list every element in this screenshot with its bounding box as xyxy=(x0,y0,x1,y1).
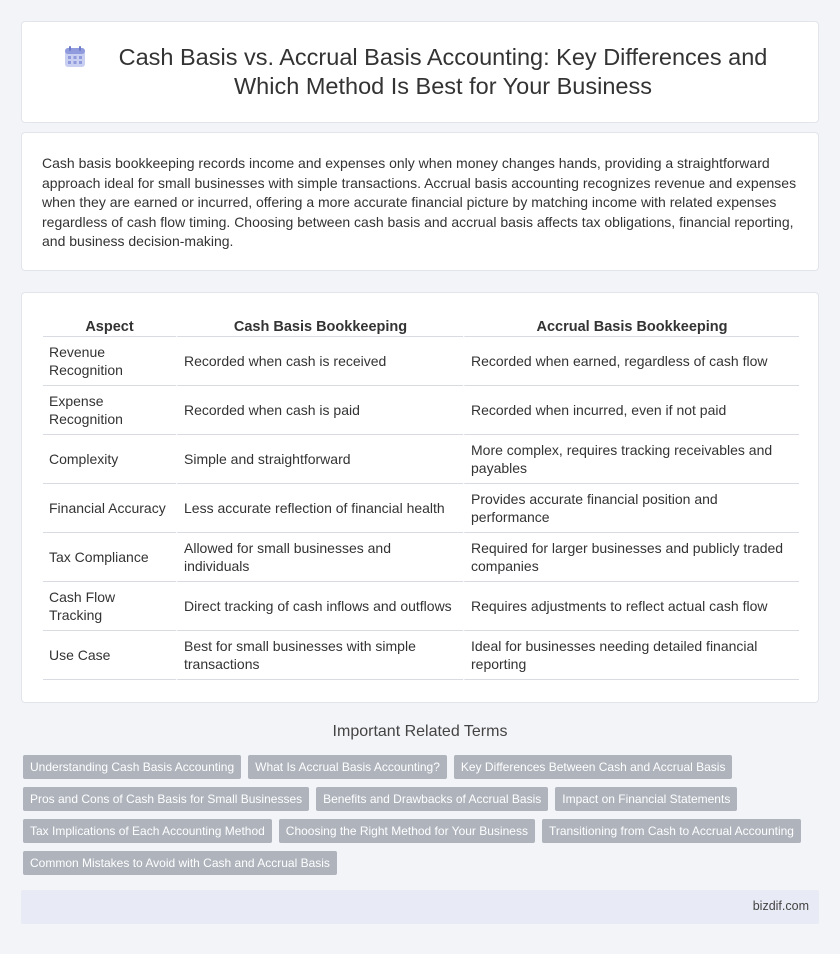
table-row xyxy=(43,533,799,582)
row-cash: Recorded when cash is paid xyxy=(176,386,463,435)
related-term-link[interactable]: Transitioning from Cash to Accrual Accounting xyxy=(542,819,801,843)
table-row xyxy=(43,337,799,386)
row-accrual: Recorded when incurred, even if not paid xyxy=(463,386,799,435)
related-term-link[interactable]: Pros and Cons of Cash Basis for Small Businesses xyxy=(23,787,309,811)
row-accrual: More complex, requires tracking receivables and payables xyxy=(463,435,799,484)
page-title: Cash Basis vs. Accrual Basis Accounting: Key Differences and Which Method Is Best for Your Business xyxy=(118,44,768,99)
row-aspect: Revenue Recognition xyxy=(43,337,176,386)
related-term-link[interactable]: Impact on Financial Statements xyxy=(555,787,737,811)
table-row xyxy=(43,484,799,533)
row-aspect: Use Case xyxy=(43,631,176,680)
header-cash-basis: Cash Basis Bookkeeping xyxy=(176,312,463,337)
title-card xyxy=(21,21,819,123)
title-wrap xyxy=(22,43,818,101)
related-term-link[interactable]: What Is Accrual Basis Accounting? xyxy=(248,755,447,779)
intro-paragraph: Cash basis bookkeeping records income and expenses only when money changes hands, providing a straightforward approach ideal for small businesses with simple transactions. Accrual basis accounting recognizes revenue and expenses when they are earned or incurred, offering a more accurate financial picture by matching income with related expenses regardless of cash flow timing. Choosing between cash basis and accrual basis affects tax obligations, financial reporting, and business decision-making. xyxy=(42,155,797,249)
row-aspect: Financial Accuracy xyxy=(43,484,176,533)
row-cash: Best for small businesses with simple transactions xyxy=(176,631,463,680)
table-row xyxy=(43,582,799,631)
row-cash: Direct tracking of cash inflows and outflows xyxy=(176,582,463,631)
row-accrual: Recorded when earned, regardless of cash flow xyxy=(463,337,799,386)
footer xyxy=(21,890,819,924)
related-term-link[interactable]: Choosing the Right Method for Your Business xyxy=(279,819,535,843)
comparison-table xyxy=(43,312,799,680)
row-cash: Simple and straightforward xyxy=(176,435,463,484)
related-term-link[interactable]: Tax Implications of Each Accounting Method xyxy=(23,819,272,843)
related-term-link[interactable]: Benefits and Drawbacks of Accrual Basis xyxy=(316,787,548,811)
calendar-grid-icon xyxy=(62,44,88,70)
row-cash: Recorded when cash is received xyxy=(176,337,463,386)
table-row xyxy=(43,631,799,680)
intro-card xyxy=(21,132,819,271)
row-accrual: Ideal for businesses needing detailed financial reporting xyxy=(463,631,799,680)
row-aspect: Cash Flow Tracking xyxy=(43,582,176,631)
table-row xyxy=(43,386,799,435)
related-term-link[interactable]: Key Differences Between Cash and Accrual Basis xyxy=(454,755,733,779)
row-cash: Less accurate reflection of financial health xyxy=(176,484,463,533)
table-row xyxy=(43,435,799,484)
row-accrual: Requires adjustments to reflect actual cash flow xyxy=(463,582,799,631)
row-aspect: Complexity xyxy=(43,435,176,484)
row-aspect: Expense Recognition xyxy=(43,386,176,435)
row-accrual: Provides accurate financial position and performance xyxy=(463,484,799,533)
related-term-link[interactable]: Understanding Cash Basis Accounting xyxy=(23,755,241,779)
table-header-row xyxy=(43,312,799,337)
header-aspect: Aspect xyxy=(43,312,176,337)
related-terms-list xyxy=(23,755,823,875)
row-aspect: Tax Compliance xyxy=(43,533,176,582)
footer-site-link[interactable]: bizdif.com xyxy=(752,899,809,913)
related-terms-heading: Important Related Terms xyxy=(332,723,508,740)
related-term-link[interactable]: Common Mistakes to Avoid with Cash and Accrual Basis xyxy=(23,851,337,875)
row-accrual: Required for larger businesses and publicly traded companies xyxy=(463,533,799,582)
row-cash: Allowed for small businesses and individuals xyxy=(176,533,463,582)
comparison-table-card xyxy=(21,292,819,703)
header-accrual-basis: Accrual Basis Bookkeeping xyxy=(463,312,799,337)
